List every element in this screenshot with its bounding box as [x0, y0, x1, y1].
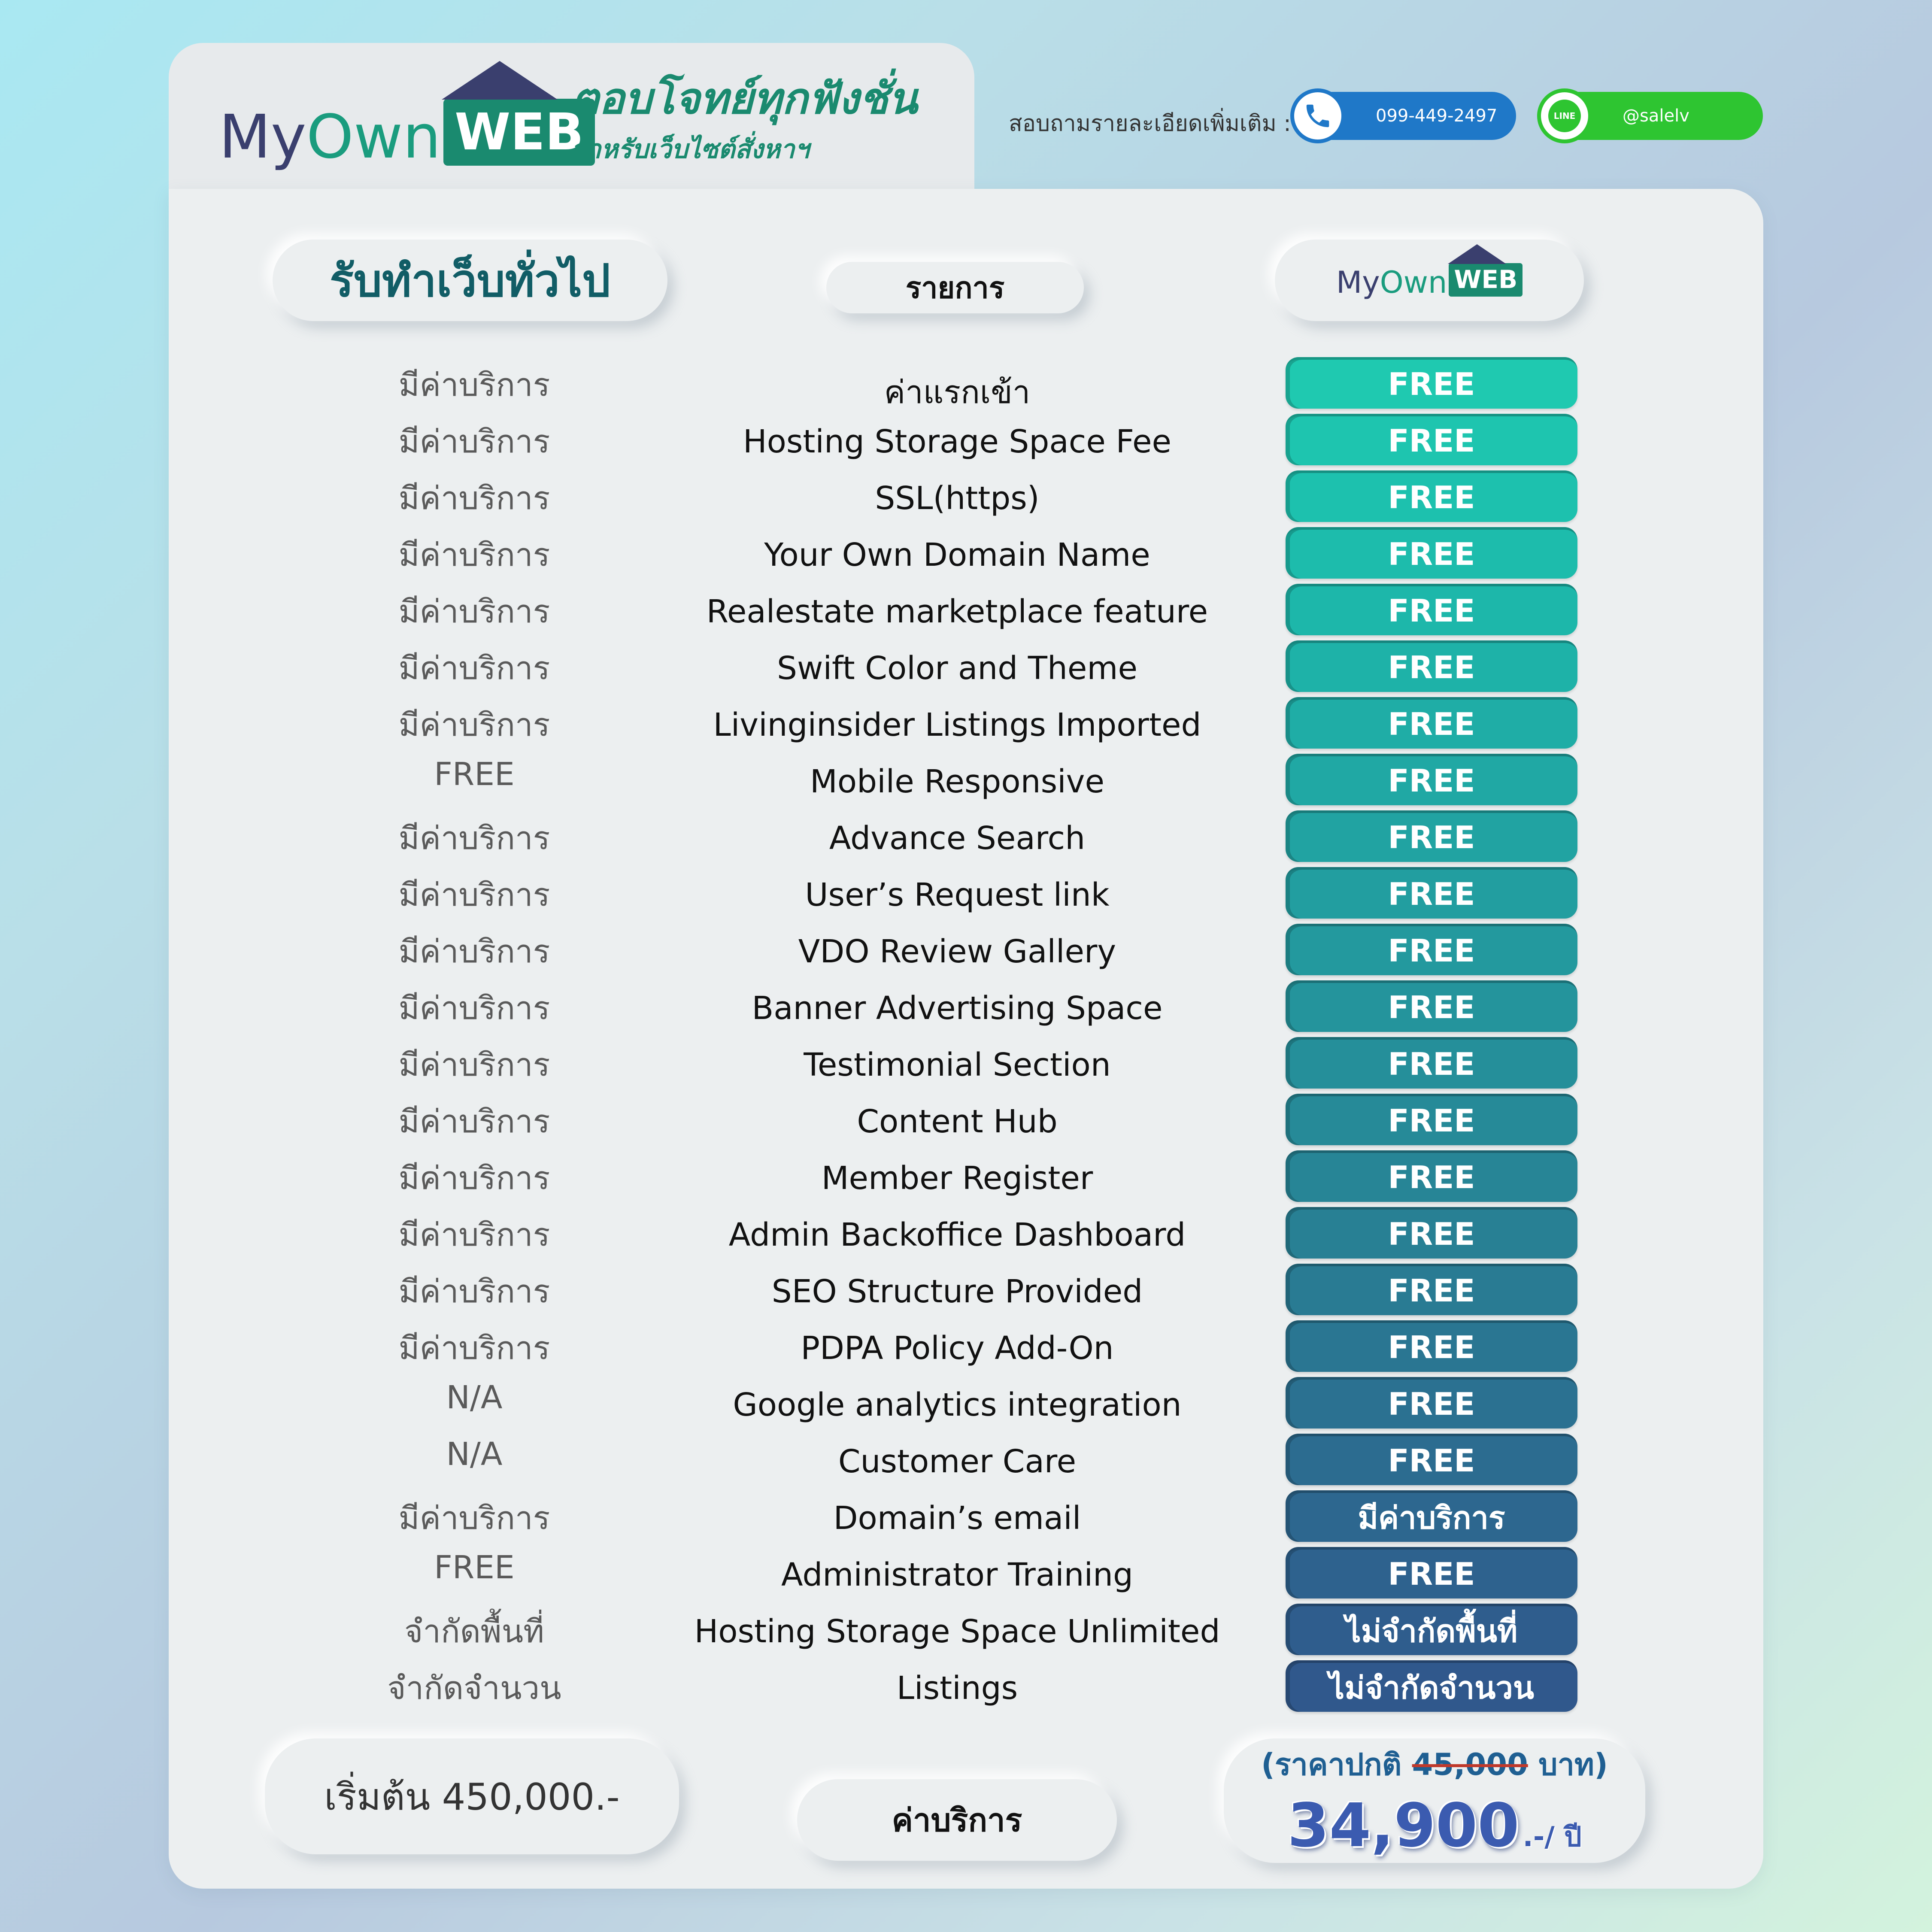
- table-row: [0, 414, 1932, 470]
- feature-name: Livinginsider Listings Imported: [713, 707, 1201, 743]
- general-value: มีค่าบริการ: [398, 423, 550, 460]
- table-row: [0, 1660, 1932, 1717]
- table-row: [0, 584, 1932, 640]
- table-row: [0, 754, 1932, 810]
- phone-contact-button[interactable]: [1292, 92, 1516, 140]
- general-value: จำกัดจำนวน: [387, 1670, 561, 1707]
- myownweb-value-badge: ไม่จำกัดจำนวน: [1286, 1660, 1577, 1712]
- myownweb-value-badge: FREE: [1286, 584, 1577, 635]
- normal-price-suffix: บาท): [1538, 1747, 1608, 1782]
- myownweb-price: [1224, 1738, 1645, 1863]
- phone-icon: [1290, 88, 1345, 143]
- general-value: มีค่าบริการ: [398, 1273, 550, 1310]
- price-label: ค่าบริการ: [797, 1779, 1117, 1861]
- general-value: มีค่าบริการ: [398, 707, 550, 743]
- table-row: [0, 1377, 1932, 1434]
- house-roof-icon: [442, 61, 558, 100]
- table-row: [0, 1490, 1932, 1547]
- general-value: มีค่าบริการ: [398, 1330, 550, 1367]
- table-row: [0, 810, 1932, 867]
- brand-logo-small: [1336, 263, 1523, 300]
- myownweb-value-badge: FREE: [1286, 1377, 1577, 1429]
- special-price: [1287, 1791, 1581, 1861]
- feature-name: Content Hub: [857, 1103, 1058, 1140]
- myownweb-value-badge: FREE: [1286, 414, 1577, 465]
- line-contact-button[interactable]: [1539, 92, 1763, 140]
- table-row: [0, 357, 1932, 414]
- table-row: [0, 1264, 1932, 1320]
- column-header-items: รายการ: [826, 262, 1084, 313]
- myownweb-value-badge: FREE: [1286, 527, 1577, 579]
- feature-name: Listings: [896, 1670, 1018, 1707]
- table-row: [0, 924, 1932, 980]
- special-price-amount: 34,900: [1287, 1791, 1520, 1861]
- feature-name: User’s Request link: [805, 877, 1110, 913]
- logo-text-web: WEB: [1454, 265, 1518, 294]
- feature-name: Hosting Storage Space Unlimited: [694, 1613, 1220, 1650]
- general-value: มีค่าบริการ: [398, 1046, 550, 1083]
- general-value: มีค่าบริการ: [398, 877, 550, 913]
- house-roof-icon: [1448, 244, 1506, 264]
- general-value: มีค่าบริการ: [398, 367, 550, 403]
- table-row: [0, 1604, 1932, 1660]
- brand-logo: [219, 64, 595, 172]
- feature-name: Advance Search: [829, 820, 1086, 857]
- feature-name: Hosting Storage Space Fee: [743, 423, 1172, 460]
- general-value: มีค่าบริการ: [398, 1103, 550, 1140]
- feature-name: Administrator Training: [781, 1556, 1133, 1593]
- logo-text-my: My: [1336, 265, 1380, 300]
- tagline-headline: ตอบโจทย์ทุกฟังชั่น: [571, 73, 918, 124]
- myownweb-value-badge: FREE: [1286, 470, 1577, 522]
- general-value: FREE: [434, 756, 515, 793]
- column-header-general: รับทำเว็บทั่วไป: [273, 240, 667, 321]
- table-row: [0, 1094, 1932, 1150]
- logo-text-web: WEB: [455, 102, 584, 161]
- general-value: มีค่าบริการ: [398, 650, 550, 687]
- table-row: [0, 1207, 1932, 1264]
- feature-name: Testimonial Section: [804, 1046, 1111, 1083]
- feature-name: Domain’s email: [833, 1500, 1081, 1537]
- myownweb-value-badge: FREE: [1286, 810, 1577, 862]
- table-row: [0, 1320, 1932, 1377]
- myownweb-value-badge: FREE: [1286, 754, 1577, 805]
- general-value: มีค่าบริการ: [398, 1216, 550, 1253]
- myownweb-value-badge: FREE: [1286, 924, 1577, 975]
- table-row: [0, 640, 1932, 697]
- logo-text-my: My: [219, 102, 306, 172]
- feature-name: Banner Advertising Space: [752, 990, 1163, 1027]
- table-row: [0, 867, 1932, 924]
- general-value: N/A: [446, 1379, 503, 1416]
- feature-name: Member Register: [821, 1160, 1093, 1197]
- general-value: มีค่าบริการ: [398, 1500, 550, 1537]
- myownweb-value-badge: FREE: [1286, 697, 1577, 749]
- general-price: เริ่มต้น 450,000.-: [265, 1738, 679, 1854]
- table-row: [0, 980, 1932, 1037]
- normal-price-prefix: (ราคาปกติ: [1261, 1747, 1402, 1782]
- myownweb-value-badge: ไม่จำกัดพื้นที่: [1286, 1604, 1577, 1655]
- general-value: มีค่าบริการ: [398, 537, 550, 573]
- myownweb-value-badge: FREE: [1286, 1037, 1577, 1089]
- general-value: N/A: [446, 1436, 503, 1473]
- myownweb-value-badge: FREE: [1286, 357, 1577, 409]
- line-icon-text: LINE: [1548, 100, 1581, 132]
- general-value: FREE: [434, 1549, 515, 1586]
- line-id: @salelv: [1623, 106, 1689, 126]
- table-row: [0, 1150, 1932, 1207]
- table-row: [0, 1434, 1932, 1490]
- general-value: มีค่าบริการ: [398, 933, 550, 970]
- feature-name: Customer Care: [838, 1443, 1077, 1480]
- logo-text-own: Own: [1380, 265, 1447, 300]
- feature-name: Google analytics integration: [733, 1386, 1182, 1423]
- general-value: มีค่าบริการ: [398, 990, 550, 1027]
- feature-name: Mobile Responsive: [810, 763, 1105, 800]
- myownweb-value-badge: FREE: [1286, 1547, 1577, 1598]
- myownweb-value-badge: FREE: [1286, 867, 1577, 919]
- general-value: จำกัดพื้นที่: [404, 1613, 544, 1650]
- myownweb-value-badge: FREE: [1286, 1264, 1577, 1315]
- feature-name: Your Own Domain Name: [764, 537, 1150, 573]
- general-value: มีค่าบริการ: [398, 820, 550, 857]
- feature-name: SSL(https): [875, 480, 1040, 517]
- special-price-suffix: .-/ ปี: [1523, 1821, 1582, 1853]
- myownweb-value-badge: FREE: [1286, 1094, 1577, 1145]
- logo-text-own: Own: [306, 102, 441, 172]
- feature-name: Admin Backoffice Dashboard: [728, 1216, 1186, 1253]
- phone-number: 099-449-2497: [1376, 106, 1498, 126]
- line-app-icon: [1537, 88, 1592, 143]
- table-row: [0, 527, 1932, 584]
- myownweb-value-badge: FREE: [1286, 1150, 1577, 1202]
- myownweb-value-badge: FREE: [1286, 640, 1577, 692]
- table-row: [0, 1547, 1932, 1604]
- myownweb-value-badge: FREE: [1286, 1434, 1577, 1485]
- myownweb-value-badge: FREE: [1286, 980, 1577, 1032]
- table-row: [0, 470, 1932, 527]
- myownweb-value-badge: FREE: [1286, 1320, 1577, 1372]
- feature-name: ค่าแรกเข้า: [884, 374, 1031, 411]
- feature-name: VDO Review Gallery: [798, 933, 1116, 970]
- feature-name: Swift Color and Theme: [776, 650, 1138, 687]
- table-row: [0, 1037, 1932, 1094]
- myownweb-value-badge: มีค่าบริการ: [1286, 1490, 1577, 1542]
- myownweb-value-badge: FREE: [1286, 1207, 1577, 1259]
- tagline-subline: สำหรับเว็บไซต์สั่งหาฯ: [571, 134, 810, 164]
- column-header-myownweb: [1275, 240, 1584, 321]
- tagline: [571, 73, 918, 170]
- feature-name: PDPA Policy Add-On: [801, 1330, 1114, 1367]
- contact-label: สอบถามรายละเอียดเพิ่มเติม :: [1009, 111, 1291, 136]
- logo-web-badge: [1449, 263, 1523, 297]
- feature-name: Realestate marketplace feature: [706, 593, 1208, 630]
- normal-price: [1261, 1741, 1608, 1788]
- general-value: มีค่าบริการ: [398, 593, 550, 630]
- general-value: มีค่าบริการ: [398, 1160, 550, 1197]
- table-row: [0, 697, 1932, 754]
- feature-name: SEO Structure Provided: [771, 1273, 1143, 1310]
- normal-price-strike: 45,000: [1412, 1747, 1528, 1782]
- general-value: มีค่าบริการ: [398, 480, 550, 517]
